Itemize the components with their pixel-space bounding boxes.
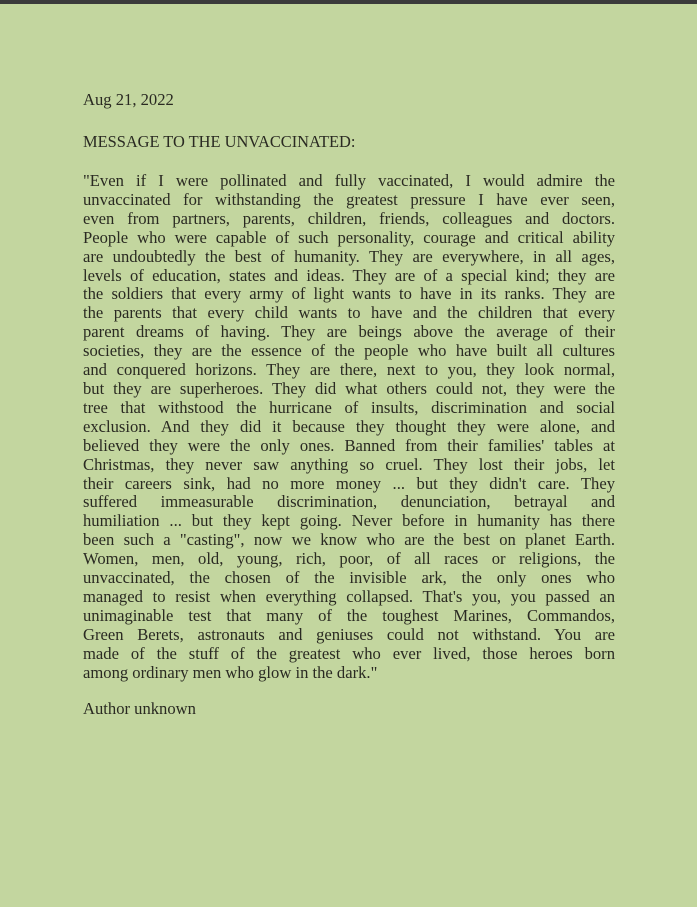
body-line: believed they were the only ones. Banned from their families' tables at xyxy=(83,435,615,455)
document-page xyxy=(0,4,697,907)
document-date: Aug 21, 2022 xyxy=(83,90,174,109)
body-line: People who were capable of such personality, courage and critical ability xyxy=(83,227,615,247)
body-line: even from partners, parents, children, friends, colleagues and doctors. xyxy=(83,208,615,228)
body-line: exclusion. And they did it because they thought they were alone, and xyxy=(83,416,615,436)
body-line: their careers sink, had no more money ... but they didn't care. They xyxy=(83,473,615,493)
body-line: suffered immeasurable discrimination, denunciation, betrayal and xyxy=(83,492,615,512)
body-line: unvaccinated, the chosen of the invisible ark, the only ones who xyxy=(83,568,615,588)
body-line: and conquered horizons. They are there, next to you, they look normal, xyxy=(83,360,615,380)
document-heading: MESSAGE TO THE UNVACCINATED: xyxy=(83,132,356,151)
body-line: the parents that every child wants to have and the children that every xyxy=(83,303,615,323)
body-line: "Even if I were pollinated and fully vaccinated, I would admire the xyxy=(83,171,615,190)
message-body xyxy=(83,172,615,682)
body-line: among ordinary men who glow in the dark." xyxy=(83,662,378,682)
body-line: been such a "casting", now we know who are the best on planet Earth. xyxy=(83,530,615,550)
body-line: levels of education, states and ideas. They are of a special kind; they are xyxy=(83,265,615,285)
body-line: but they are superheroes. They did what others could not, they were the xyxy=(83,378,615,398)
body-line: Green Berets, astronauts and geniuses could not withstand. You are xyxy=(83,624,615,644)
body-line: Christmas, they never saw anything so cruel. They lost their jobs, let xyxy=(83,454,615,474)
body-line: humiliation ... but they kept going. Never before in humanity has there xyxy=(83,511,615,531)
document-author: Author unknown xyxy=(83,699,196,719)
body-line: societies, they are the essence of the people who have built all cultures xyxy=(83,341,615,361)
body-line: unimaginable test that many of the toughest Marines, Commandos, xyxy=(83,605,615,625)
body-line: unvaccinated for withstanding the greatest pressure I have ever seen, xyxy=(83,189,615,209)
body-line: made of the stuff of the greatest who ever lived, those heroes born xyxy=(83,643,615,663)
body-line: tree that withstood the hurricane of insults, discrimination and social xyxy=(83,397,615,417)
body-line: managed to resist when everything collapsed. That's you, you passed an xyxy=(83,586,615,606)
body-line: Women, men, old, young, rich, poor, of all races or religions, the xyxy=(83,549,615,569)
document-content xyxy=(83,90,615,719)
body-line: are undoubtedly the best of humanity. They are everywhere, in all ages, xyxy=(83,246,615,266)
body-line: parent dreams of having. They are beings above the average of their xyxy=(83,322,615,342)
body-line: the soldiers that every army of light wants to have in its ranks. They are xyxy=(83,284,615,304)
